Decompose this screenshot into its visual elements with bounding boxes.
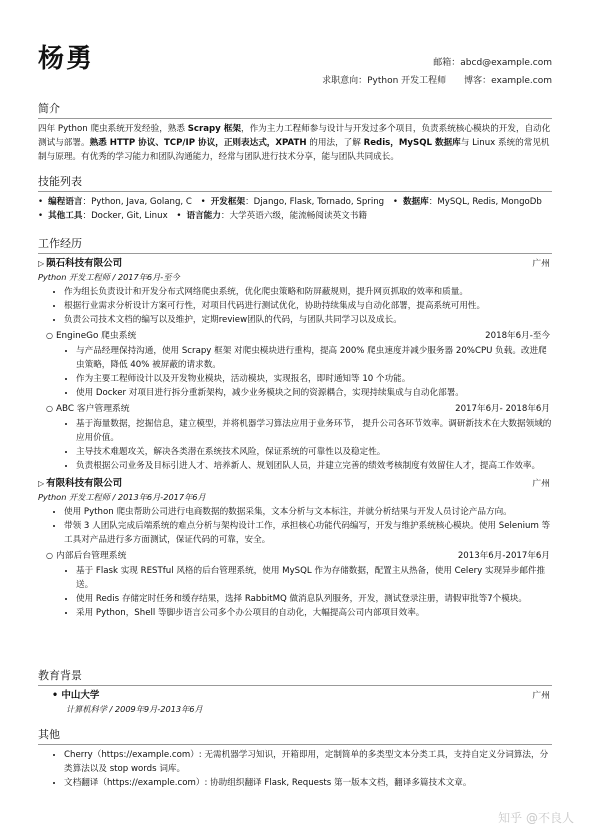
list-item: • 作为组长负责设计和开发分布式网络爬虫系统，优化爬虫策略和防屏蔽规则，提升网页抓取的效率和质量。 bbox=[64, 285, 552, 299]
skill-label: 开发框架 bbox=[210, 197, 246, 207]
skill-label: 语言能力 bbox=[186, 211, 221, 221]
triangle-icon: ▷ bbox=[38, 259, 45, 268]
skill-label: 编程语言 bbox=[48, 197, 83, 207]
job-bullets bbox=[38, 505, 552, 547]
summary-section bbox=[38, 100, 552, 164]
skills-section bbox=[38, 173, 552, 223]
school-location: 广州 bbox=[532, 691, 550, 701]
list-item: • 负责公司技术文档的编写以及维护，定期review团队的代码，与团队共同学习以及成长。 bbox=[64, 313, 552, 327]
list-item: • 带领 3 人团队完成后端系统的难点分析与架构设计工作，承担核心功能代码编写，开发与维护系统核心模块。使用 Selenium 等工具对产品进行多方面测试，保证代码的可靠，安全。 bbox=[64, 519, 552, 547]
summary-text bbox=[38, 122, 552, 164]
summary-title: 简介 bbox=[38, 100, 552, 119]
project-date: 2017年6月- 2018年6月 bbox=[455, 404, 550, 414]
project-date: 2018年6月-至今 bbox=[485, 331, 550, 341]
project-heading bbox=[46, 549, 552, 563]
education-section bbox=[38, 667, 552, 716]
other-section bbox=[38, 726, 552, 790]
list-item: • 作为主要工程师设计以及开发物业模块，活动模块，实现报名，即时通知等 10 个功能。 bbox=[76, 372, 552, 386]
skill-value: ：Django, Flask, Tornado, Spring bbox=[245, 197, 385, 207]
job-role: Python 开发工程师 / 2017年6月-至今 bbox=[38, 272, 180, 282]
blog-label: 博客： bbox=[464, 76, 492, 86]
school-name: 中山大学 bbox=[61, 690, 100, 701]
list-item: • 基于海量数据，挖掘信息，建立模型，并将机器学习算法应用于业务环节， 提升公司各环节效率。调研新技术在大数据领域的应用价值。 bbox=[76, 417, 552, 445]
skill-value: ：MySQL, Redis, MongoDb bbox=[428, 197, 542, 207]
email-label: 邮箱： bbox=[433, 58, 461, 68]
company-name: 陨石科技有限公司 bbox=[46, 258, 123, 269]
skill-value: ：Python, Java, Golang, C bbox=[82, 197, 192, 207]
project-bullets bbox=[38, 417, 552, 473]
summary-bold: 熟悉 HTTP 协议、TCP/IP 协议，正则表达式，XPATH bbox=[89, 138, 307, 148]
job-bullets bbox=[38, 285, 552, 327]
list-item: • 主导技术难题攻关，解决各类潜在系统技术风险，保证系统的可靠性以及稳定性。 bbox=[76, 445, 552, 459]
skill-value: ：大学英语六级，能流畅阅读英文书籍 bbox=[220, 211, 367, 221]
circle-icon: ○ bbox=[46, 404, 53, 413]
other-title: 其他 bbox=[38, 726, 552, 745]
skill-value: ：Docker, Git, Linux bbox=[82, 211, 168, 221]
education-title: 教育背景 bbox=[38, 667, 552, 686]
circle-icon: ○ bbox=[46, 551, 53, 560]
work-section bbox=[38, 235, 552, 620]
company-name: 有限科技有限公司 bbox=[46, 478, 123, 489]
skills-row: • 其他工具：Docker, Git, Linux • 语言能力：大学英语六级，能流畅阅读英文书籍 bbox=[38, 211, 367, 221]
bullet-icon: • bbox=[52, 690, 59, 701]
job-role: Python 开发工程师 / 2013年6月-2017年6月 bbox=[38, 492, 206, 502]
project-heading bbox=[46, 402, 552, 416]
project-bullets bbox=[38, 564, 552, 620]
intent-value: Python 开发工程师 bbox=[367, 76, 447, 86]
company-heading bbox=[38, 477, 552, 491]
list-item: • 采用 Python，Shell 等脚步语言公司多个办公项目的自动化，大幅提高公司内部项目效率。 bbox=[76, 606, 552, 620]
blog-value[interactable]: example.com bbox=[491, 76, 552, 86]
skills-row: • 编程语言：Python, Java, Golang, C • 开发框架：Django, Flask, Tornado, Spring • 数据库：MySQL, Redis, MongoDb bbox=[38, 197, 542, 207]
summary-part: 的用法，了解 bbox=[306, 138, 364, 148]
company-location: 广州 bbox=[532, 259, 550, 269]
skill-label: 其他工具 bbox=[48, 211, 83, 221]
list-item: • 使用 Docker 对项目进行拆分重新架构，减少业务模块之间的资源耦合，实现持续集成与自动化部署。 bbox=[76, 386, 552, 400]
watermark: 知乎 @不良人 bbox=[498, 811, 574, 825]
skill-label: 数据库 bbox=[402, 197, 429, 207]
list-item: • 根据行业需求分析设计方案可行性，对项目代码进行测试优化，协助持续集成与自动化部署，提高系统可用性。 bbox=[64, 299, 552, 313]
candidate-name: 杨勇 bbox=[38, 44, 95, 74]
list-item: • 负责根据公司业务及目标引进人才、培养新人、规划团队人员，并建立完善的绩效考核制度有效留住人才，提高工作效率。 bbox=[76, 459, 552, 473]
project-bullets bbox=[38, 344, 552, 400]
list-item: • Cherry（https://example.com）: 无需机器学习知识，开箱即用，定制简单的多类型文本分类工具，支持自定义分词算法，分类算法以及 stop words 词库。 bbox=[64, 748, 552, 776]
school-heading bbox=[52, 689, 552, 703]
email-value[interactable]: abcd@example.com bbox=[460, 58, 552, 68]
list-item: • 基于 Flask 实现 RESTful 风格的后台管理系统，使用 MySQL 作为存储数据，配置主从热备，使用 Celery 实现异步邮件推送。 bbox=[76, 564, 552, 592]
summary-bold: Scrapy 框架 bbox=[187, 124, 241, 134]
project-name: ABC 客户管理系统 bbox=[55, 404, 130, 414]
contact-email bbox=[433, 55, 552, 68]
other-bullets bbox=[38, 748, 552, 790]
list-item: • 与产品经理保持沟通，使用 Scrapy 框架 对爬虫模块进行重构，提高 200% 爬虫速度并减少服务器 20%CPU 负载。改进爬虫策略，降低 40% 被屏蔽的请求数。 bbox=[76, 344, 552, 372]
intent-label: 求职意向： bbox=[322, 76, 368, 86]
work-title: 工作经历 bbox=[38, 235, 552, 254]
school-major: 计算机科学 / 2009年9月-2013年6月 bbox=[66, 704, 203, 714]
summary-part: ，作为主力工程师参与设计与开发过多个项目，负责系统核心模块的开发，自动化测试与部署。 bbox=[38, 124, 551, 148]
project-name: EngineGo 爬虫系统 bbox=[55, 331, 137, 341]
summary-part: 四年 Python 爬虫系统开发经验，熟悉 bbox=[38, 124, 188, 134]
skills-list bbox=[38, 195, 552, 223]
list-item: • 文档翻译（https://example.com）: 协助组织翻译 Flask, Requests 第一版本文档，翻译多篇技术文章。 bbox=[64, 776, 552, 790]
company-heading bbox=[38, 257, 552, 271]
project-name: 内部后台管理系统 bbox=[55, 551, 127, 561]
contact-intent-blog bbox=[322, 73, 552, 86]
summary-part: 与 Linux 系统的常见机制与原理。有优秀的学习能力和团队沟通能力，经常与团队进行技术分享，能与团队共同成长。 bbox=[38, 138, 550, 162]
project-date: 2013年6月-2017年6月 bbox=[457, 551, 550, 561]
company-location: 广州 bbox=[532, 479, 550, 489]
list-item: • 使用 Redis 存储定时任务和缓存结果，选择 RabbitMQ 做消息队列服务，开发，测试登录注册，请假审批等7个模块。 bbox=[76, 592, 552, 606]
summary-bold: Redis，MySQL 数据库 bbox=[363, 138, 461, 148]
circle-icon: ○ bbox=[46, 331, 53, 340]
skills-title: 技能列表 bbox=[38, 173, 552, 192]
project-heading bbox=[46, 329, 552, 343]
list-item: • 使用 Python 爬虫帮助公司进行电商数据的数据采集，文本分析与文本标注，并就分析结果与开发人员讨论产品方向。 bbox=[64, 505, 552, 519]
triangle-icon: ▷ bbox=[38, 479, 45, 488]
